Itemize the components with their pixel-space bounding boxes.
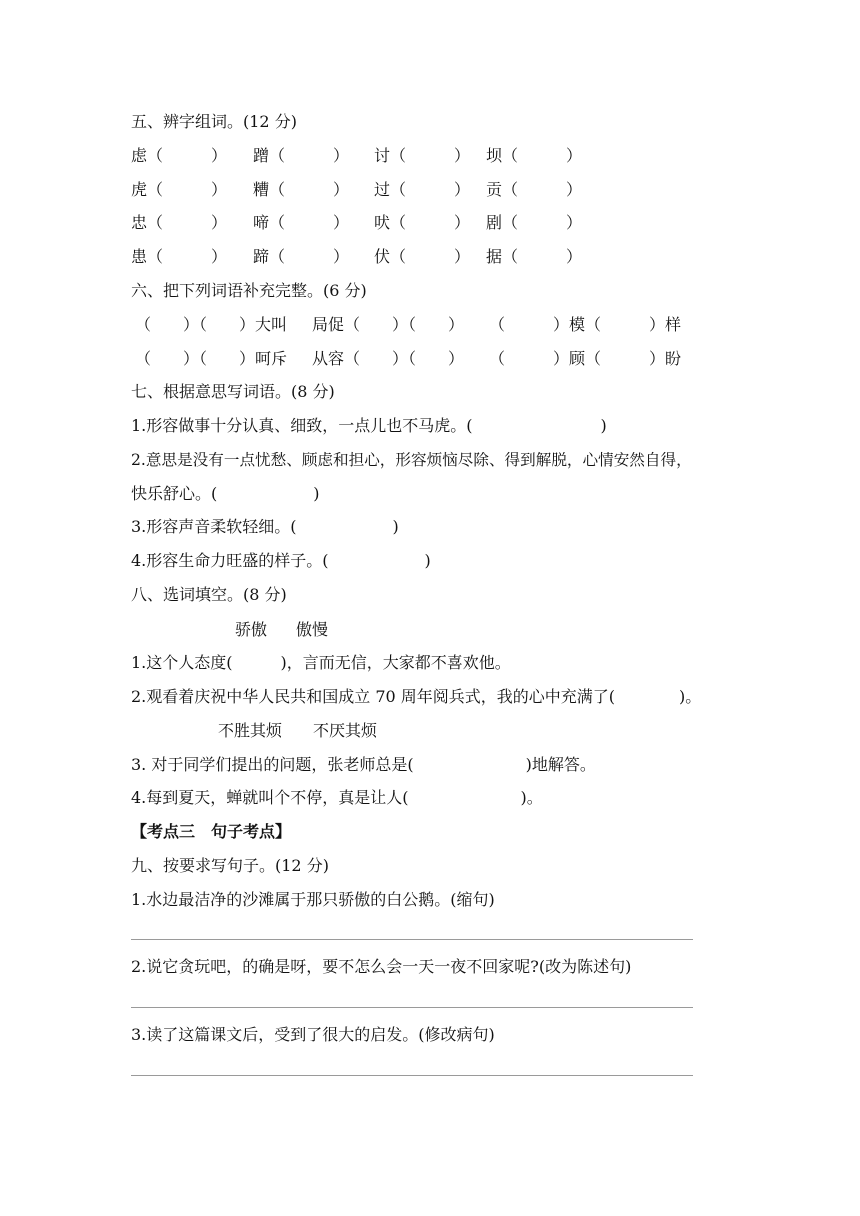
word-group-item: 虎（ ） (131, 180, 228, 199)
answer-line[interactable] (131, 1075, 693, 1076)
word-group-item: 伏（ ） (374, 247, 471, 266)
word-choice: 不厌其烦 (313, 721, 378, 740)
question-7-2: 2.意思是没有一点忧愁、顾虑和担心，形容烦恼尽除、得到解脱，心情安然自得， (131, 451, 692, 469)
word-choice: 傲慢 (296, 620, 329, 639)
word-choice: 不胜其烦 (218, 721, 283, 740)
word-group-item: 贡（ ） (486, 180, 583, 199)
word-group-item: 蹭（ ） (253, 146, 350, 165)
idiom-item: 从容（ ）（ ） (312, 349, 465, 368)
question-7-3: 3.形容声音柔软轻细。( ) (131, 517, 399, 536)
question-9-1: 1.水边最洁净的沙滩属于那只骄傲的白公鹅。(缩句) (131, 890, 495, 909)
key-point-heading: 【考点三 句子考点】 (131, 822, 292, 841)
word-group-item: 忠（ ） (131, 213, 228, 232)
section-7-heading: 七、根据意思写词语。(8 分) (131, 382, 335, 401)
idiom-item: 局促（ ）（ ） (312, 315, 465, 334)
section-8-heading: 八、选词填空。(8 分) (131, 585, 287, 604)
idiom-item: （ ）顾（ ）盼 (489, 349, 682, 368)
word-group-item: 讨（ ） (374, 146, 471, 165)
section-9-heading: 九、按要求写句子。(12 分) (131, 856, 329, 875)
word-group-item: 糟（ ） (253, 180, 350, 199)
word-group-item: 患（ ） (131, 247, 228, 266)
word-group-item: 坝（ ） (486, 146, 583, 165)
question-7-1: 1.形容做事十分认真、细致，一点儿也不马虎。( ) (131, 416, 607, 435)
word-group-item: 蹄（ ） (253, 247, 350, 266)
idiom-item: （ ）（ ）大叫 (135, 315, 288, 334)
question-8-4: 4.每到夏天，蝉就叫个不停，真是让人( )。 (131, 788, 543, 807)
section-5-heading: 五、辨字组词。(12 分) (131, 112, 297, 131)
idiom-item: （ ）（ ）呵斥 (135, 349, 288, 368)
question-9-3: 3.读了这篇课文后，受到了很大的启发。(修改病句) (131, 1025, 495, 1044)
word-group-item: 据（ ） (486, 247, 583, 266)
idiom-item: （ ）模（ ）样 (489, 315, 682, 334)
question-8-1: 1.这个人态度( )，言而无信，大家都不喜欢他。 (131, 653, 511, 672)
word-group-item: 过（ ） (374, 180, 471, 199)
word-choice: 骄傲 (235, 620, 268, 639)
answer-line[interactable] (131, 939, 693, 940)
word-group-item: 啼（ ） (253, 213, 350, 232)
question-8-3: 3. 对于同学们提出的问题，张老师总是( )地解答。 (131, 755, 596, 774)
word-group-item: 剧（ ） (486, 213, 583, 232)
question-7-4: 4.形容生命力旺盛的样子。( ) (131, 551, 431, 570)
word-group-item: 吠（ ） (374, 213, 471, 232)
question-8-2: 2.观看着庆祝中华人民共和国成立 70 周年阅兵式，我的心中充满了( )。 (131, 687, 702, 706)
question-7-2-continued: 快乐舒心。( ) (131, 484, 320, 503)
question-9-2: 2.说它贪玩吧，的确是呀，要不怎么会一天一夜不回家呢?(改为陈述句) (131, 957, 632, 976)
section-6-heading: 六、把下列词语补充完整。(6 分) (131, 281, 367, 300)
word-group-item: 虑（ ） (131, 146, 228, 165)
answer-line[interactable] (131, 1007, 693, 1008)
